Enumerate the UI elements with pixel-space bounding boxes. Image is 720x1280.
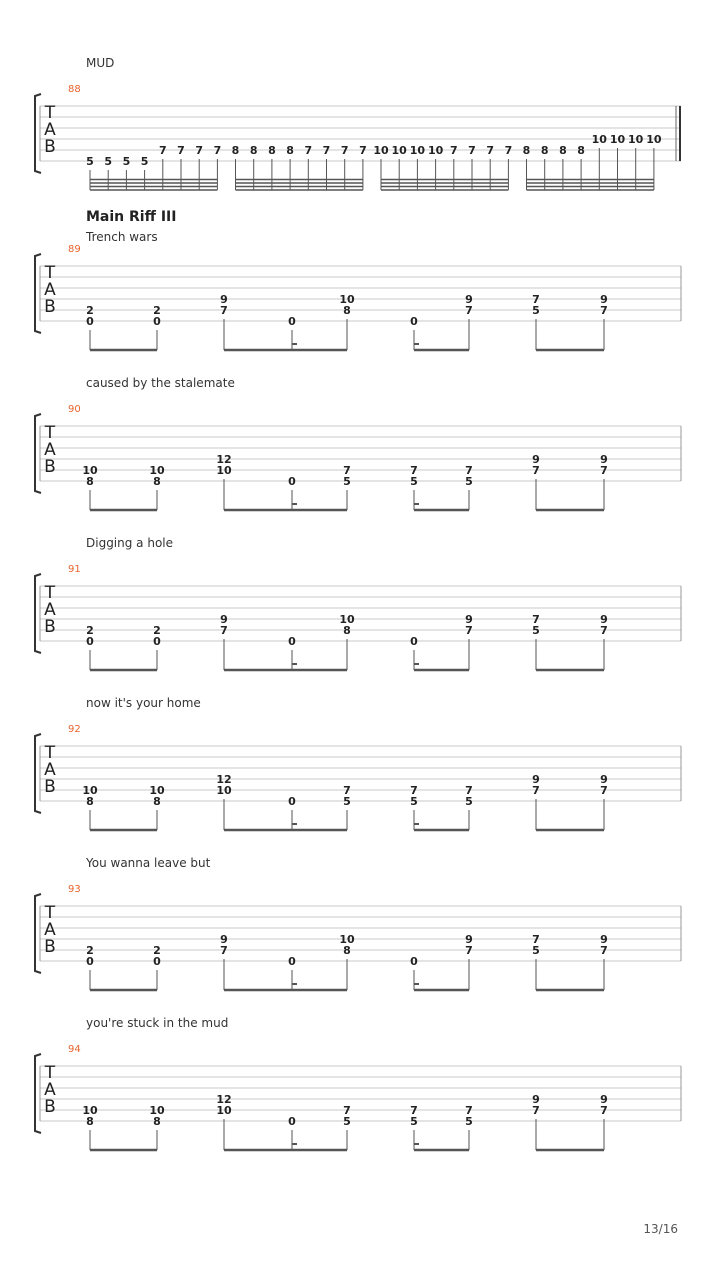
- tab-clef-letter: B: [44, 617, 56, 637]
- fret-number: 8: [249, 144, 258, 157]
- measure-number: 89: [68, 244, 81, 255]
- fret-number: 8: [231, 144, 240, 157]
- fret-number: 7: [600, 784, 608, 797]
- rhythm-mark: [292, 983, 297, 985]
- fret-number: 8: [153, 1115, 161, 1128]
- tab-system: [0, 1012, 720, 1162]
- fret-number: 7: [532, 784, 540, 797]
- fret-number: 5: [465, 795, 473, 808]
- measure-number: 92: [68, 724, 81, 735]
- tab-staff: [0, 372, 720, 522]
- tab-clef-letter: A: [44, 1080, 56, 1100]
- fret-number: 7: [465, 944, 473, 957]
- fret-number: 7: [468, 144, 476, 157]
- lyric-line: Digging a hole: [86, 536, 174, 550]
- rhythm-mark: [414, 1143, 419, 1145]
- fret-number: 0: [288, 475, 296, 488]
- fret-number: 5: [122, 155, 131, 168]
- fret-number: 5: [532, 624, 540, 637]
- rhythm-mark: [292, 503, 297, 505]
- fret-number: 9: [600, 613, 608, 626]
- tab-clef-letter: A: [44, 120, 56, 140]
- fret-number: 5: [140, 155, 149, 168]
- fret-number: 8: [86, 475, 94, 488]
- tab-staff: [0, 212, 720, 362]
- fret-number: 5: [86, 155, 94, 168]
- tab-clef-letter: B: [44, 777, 56, 797]
- fret-number: 9: [220, 293, 228, 306]
- fret-number: 2: [153, 304, 161, 317]
- rhythm-mark: [292, 823, 297, 825]
- fret-number: 5: [410, 475, 418, 488]
- fret-number: 7: [449, 144, 458, 157]
- fret-number: 10: [82, 784, 98, 797]
- fret-number: 7: [600, 304, 608, 317]
- page-number: 13/16: [643, 1222, 678, 1236]
- measure-number: 91: [68, 564, 81, 575]
- fret-number: 9: [220, 613, 228, 626]
- fret-number: 10: [609, 133, 626, 146]
- tab-system: [0, 692, 720, 842]
- fret-number: 7: [343, 784, 351, 797]
- fret-number: 7: [532, 933, 540, 946]
- fret-number: 7: [158, 144, 167, 157]
- tab-system: [0, 52, 720, 202]
- tab-clef-letter: A: [44, 440, 56, 460]
- fret-number: 0: [288, 795, 296, 808]
- fret-number: 8: [540, 144, 549, 157]
- tab-clef-letter: T: [44, 423, 56, 443]
- fret-number: 12: [216, 453, 232, 466]
- fret-number: 10: [391, 144, 407, 157]
- fret-number: 5: [343, 795, 351, 808]
- fret-number: 8: [153, 795, 161, 808]
- fret-number: 7: [410, 464, 418, 477]
- fret-number: 7: [359, 144, 367, 157]
- measure-number: 93: [68, 884, 81, 895]
- fret-number: 5: [465, 1115, 473, 1128]
- fret-number: 8: [86, 1115, 94, 1128]
- fret-number: 0: [153, 955, 161, 968]
- fret-number: 7: [465, 304, 473, 317]
- fret-number: 10: [149, 464, 165, 477]
- fret-number: 0: [410, 315, 418, 328]
- fret-number: 7: [465, 464, 473, 477]
- rhythm-mark: [414, 823, 419, 825]
- fret-number: 0: [86, 315, 94, 328]
- fret-number: 2: [86, 624, 94, 637]
- fret-number: 9: [465, 933, 473, 946]
- fret-number: 10: [216, 1104, 232, 1117]
- fret-number: 10: [591, 133, 607, 146]
- fret-number: 9: [600, 453, 608, 466]
- lyric-line: caused by the stalemate: [86, 376, 235, 390]
- rhythm-mark: [292, 663, 297, 665]
- fret-number: 0: [288, 635, 296, 648]
- fret-number: 10: [82, 464, 98, 477]
- fret-number: 7: [195, 144, 204, 157]
- fret-number: 7: [465, 1104, 473, 1117]
- fret-number: 7: [343, 464, 351, 477]
- tab-system: [0, 852, 720, 1002]
- tab-clef-letter: T: [44, 743, 56, 763]
- lyric-line: you're stuck in the mud: [86, 1016, 229, 1030]
- fret-number: 5: [532, 944, 540, 957]
- fret-number: 7: [322, 144, 331, 157]
- fret-number: 8: [559, 144, 567, 157]
- fret-number: 7: [532, 613, 540, 626]
- fret-number: 8: [343, 944, 351, 957]
- tab-clef-letter: T: [44, 583, 56, 603]
- fret-number: 9: [532, 1093, 540, 1106]
- fret-number: 7: [220, 304, 228, 317]
- tab-system: [0, 532, 720, 682]
- fret-number: 2: [86, 304, 94, 317]
- fret-number: 5: [532, 304, 540, 317]
- fret-number: 9: [600, 293, 608, 306]
- fret-number: 7: [532, 1104, 540, 1117]
- fret-number: 7: [504, 144, 513, 157]
- fret-number: 0: [86, 635, 94, 648]
- fret-number: 5: [465, 475, 473, 488]
- fret-number: 7: [600, 464, 608, 477]
- fret-number: 5: [104, 155, 113, 168]
- fret-number: 7: [600, 624, 608, 637]
- fret-number: 0: [153, 635, 161, 648]
- fret-number: 7: [304, 144, 313, 157]
- fret-number: 7: [532, 293, 540, 306]
- fret-number: 7: [220, 624, 228, 637]
- lyric-line: You wanna leave but: [86, 856, 211, 870]
- fret-number: 9: [532, 773, 540, 786]
- fret-number: 10: [339, 293, 355, 306]
- tab-clef-letter: T: [44, 103, 56, 123]
- fret-number: 9: [532, 453, 540, 466]
- fret-number: 7: [600, 944, 608, 957]
- tab-clef-letter: A: [44, 600, 56, 620]
- rhythm-mark: [414, 983, 419, 985]
- fret-number: 0: [288, 1115, 296, 1128]
- lyric-line: now it's your home: [86, 696, 201, 710]
- fret-number: 7: [340, 144, 349, 157]
- fret-number: 12: [216, 773, 232, 786]
- fret-number: 2: [153, 624, 161, 637]
- fret-number: 9: [465, 613, 473, 626]
- fret-number: 7: [410, 784, 418, 797]
- fret-number: 7: [486, 144, 495, 157]
- fret-number: 7: [343, 1104, 351, 1117]
- fret-number: 9: [600, 1093, 608, 1106]
- fret-number: 10: [339, 613, 355, 626]
- tab-clef-letter: B: [44, 1097, 56, 1117]
- tab-system: [0, 372, 720, 522]
- fret-number: 10: [409, 144, 426, 157]
- fret-number: 7: [177, 144, 185, 157]
- tab-staff: [0, 852, 720, 1002]
- fret-number: 0: [153, 315, 161, 328]
- tab-staff: [0, 532, 720, 682]
- fret-number: 10: [373, 144, 389, 157]
- fret-number: 0: [410, 635, 418, 648]
- fret-number: 8: [286, 144, 294, 157]
- fret-number: 8: [153, 475, 161, 488]
- fret-number: 12: [216, 1093, 232, 1106]
- fret-number: 9: [220, 933, 228, 946]
- measure-number: 88: [68, 84, 81, 95]
- rhythm-mark: [414, 503, 419, 505]
- tab-clef-letter: T: [44, 1063, 56, 1083]
- fret-number: 5: [343, 1115, 351, 1128]
- tab-clef-letter: B: [44, 457, 56, 477]
- fret-number: 0: [410, 955, 418, 968]
- fret-number: 10: [149, 1104, 165, 1117]
- fret-number: 2: [86, 944, 94, 957]
- fret-number: 7: [465, 624, 473, 637]
- fret-number: 10: [628, 133, 644, 146]
- fret-number: 8: [268, 144, 276, 157]
- fret-number: 10: [149, 784, 165, 797]
- lyric-line: Trench wars: [86, 230, 158, 244]
- tab-clef-letter: B: [44, 137, 56, 157]
- tab-clef-letter: B: [44, 297, 56, 317]
- fret-number: 10: [427, 144, 444, 157]
- tab-clef-letter: A: [44, 760, 56, 780]
- fret-number: 10: [216, 784, 232, 797]
- tab-clef-letter: A: [44, 920, 56, 940]
- fret-number: 8: [577, 144, 585, 157]
- fret-number: 10: [82, 1104, 98, 1117]
- tab-system: [0, 209, 720, 362]
- rhythm-mark: [292, 1143, 297, 1145]
- fret-number: 7: [410, 1104, 418, 1117]
- fret-number: 8: [343, 624, 351, 637]
- rhythm-mark: [292, 343, 297, 345]
- fret-number: 5: [410, 1115, 418, 1128]
- fret-number: 5: [343, 475, 351, 488]
- rhythm-mark: [414, 343, 419, 345]
- section-title: Main Riff III: [86, 209, 177, 225]
- fret-number: 7: [220, 944, 228, 957]
- fret-number: 7: [213, 144, 222, 157]
- fret-number: 9: [600, 773, 608, 786]
- fret-number: 7: [600, 1104, 608, 1117]
- tab-clef-letter: A: [44, 280, 56, 300]
- tab-clef-letter: T: [44, 903, 56, 923]
- rhythm-mark: [414, 663, 419, 665]
- fret-number: 10: [216, 464, 232, 477]
- fret-number: 10: [646, 133, 662, 146]
- measure-number: 90: [68, 404, 81, 415]
- fret-number: 8: [522, 144, 531, 157]
- fret-number: 8: [86, 795, 94, 808]
- fret-number: 7: [532, 464, 540, 477]
- tab-clef-letter: T: [44, 263, 56, 283]
- measure-number: 94: [68, 1044, 81, 1055]
- fret-number: 7: [465, 784, 473, 797]
- tab-clef-letter: B: [44, 937, 56, 957]
- fret-number: 9: [465, 293, 473, 306]
- tab-staff: [0, 1012, 720, 1162]
- fret-number: 0: [86, 955, 94, 968]
- fret-number: 8: [343, 304, 351, 317]
- fret-number: 5: [410, 795, 418, 808]
- fret-number: 10: [339, 933, 355, 946]
- fret-number: 0: [288, 315, 296, 328]
- tab-staff: [0, 692, 720, 842]
- fret-number: 0: [288, 955, 296, 968]
- tab-staff: [0, 52, 720, 202]
- fret-number: 9: [600, 933, 608, 946]
- lyric-line: MUD: [86, 56, 115, 70]
- fret-number: 2: [153, 944, 161, 957]
